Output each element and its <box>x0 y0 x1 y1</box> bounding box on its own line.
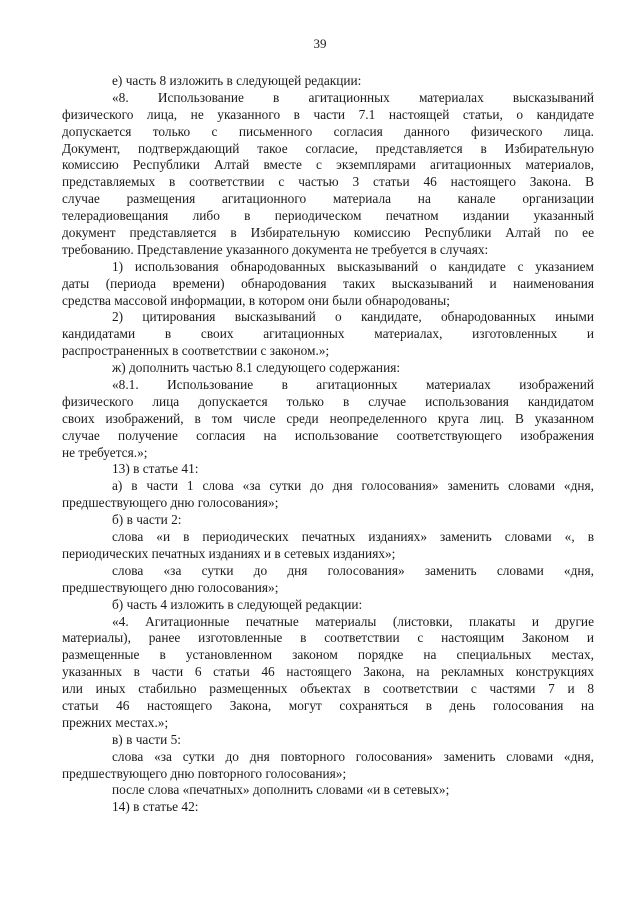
text-line: статьи 46 настоящего Закона, могут сохраняться в день голосования на <box>62 697 594 713</box>
text-line: представляемых в соответствии с частью 3 статьи 46 настоящего Закона. В <box>62 174 594 190</box>
text-line: б) в части 2: <box>112 512 182 528</box>
text-line: ж) дополнить частью 8.1 следующего содержания: <box>112 360 401 376</box>
text-line: слова «за сутки до дня повторного голосования» заменить словами «дня, <box>112 748 594 764</box>
text-line: комиссию Республики Алтай вместе с экземплярами агитационных материалов, <box>62 157 594 173</box>
text-line: физического лица допускается только в случае использования кандидатом <box>62 393 594 409</box>
text-line: слова «за сутки до дня голосования» заменить словами «дня, <box>112 562 594 578</box>
text-line: или иных стабильно размещенных объектах в соответствии с частями 7 и 8 <box>62 681 594 697</box>
document-body <box>62 73 594 816</box>
text-line: «8. Использование в агитационных материалах высказываний <box>112 89 594 105</box>
text-line: материалы), ранее изготовленные в соответствии с настоящим Законом и <box>62 630 594 646</box>
text-line: физического лица, не указанного в части 7.1 настоящей статьи, о кандидате <box>62 106 594 122</box>
text-line: а) в части 1 слова «за сутки до дня голосования» заменить словами «дня, <box>112 478 594 494</box>
text-line: предшествующего дню голосования»; <box>62 579 279 595</box>
text-line: своих изображений, в том числе среди неопределенного круга лиц. В указанном <box>62 410 594 426</box>
text-line: кандидатами в своих агитационных материалах, изготовленных и <box>62 326 594 342</box>
text-line: б) часть 4 изложить в следующей редакции: <box>112 596 363 612</box>
text-line: случае получение согласия на использование соответствующего изображения <box>62 427 594 443</box>
text-line: слова «и в периодических печатных изданиях» заменить словами «, в <box>112 529 594 545</box>
text-line: Документ, подтверждающий такое согласие, представляется в Избирательную <box>62 140 594 156</box>
text-line: даты (периода времени) обнародования таких высказываний и наименования <box>62 275 594 291</box>
text-line: 1) использования обнародованных высказываний о кандидате с указанием <box>112 258 594 274</box>
text-line: 14) в статье 42: <box>112 799 199 815</box>
text-line: предшествующего дню голосования»; <box>62 495 279 511</box>
text-line: случае размещения агитационного материала на канале организации <box>62 191 594 207</box>
text-line: после слова «печатных» дополнить словами «и в сетевых»; <box>112 782 450 798</box>
text-line: 13) в статье 41: <box>112 461 199 477</box>
text-line: 2) цитирования высказываний о кандидате, обнародованных иными <box>112 309 594 325</box>
text-line: предшествующего дню повторного голосования»; <box>62 765 347 781</box>
text-line: «4. Агитационные печатные материалы (листовки, плакаты и другие <box>112 613 594 629</box>
text-line: прежних местах.»; <box>62 714 169 730</box>
text-line: требованию. Представление указанного документа не требуется в случаях: <box>62 241 489 257</box>
text-line: средства массовой информации, в котором они были обнародованы; <box>62 292 450 308</box>
text-line: не требуется.»; <box>62 444 148 460</box>
text-line: периодических печатных изданиях и в сетевых изданиях»; <box>62 545 396 561</box>
text-line: размещенные в установленном законом порядке на специальных местах, <box>62 647 594 663</box>
text-line: распространенных в соответствии с законом.»; <box>62 343 330 359</box>
text-line: е) часть 8 изложить в следующей редакции: <box>112 73 362 88</box>
text-line: телерадиовещания либо в периодическом печатном издании указанный <box>62 208 594 224</box>
text-line: документ представляется в Избирательную комиссию Республики Алтай по ее <box>62 225 594 241</box>
page-number: 39 <box>313 36 327 51</box>
text-line: допускается только с письменного согласия данного физического лица. <box>62 123 594 139</box>
text-line: «8.1. Использование в агитационных материалах изображений <box>112 377 594 393</box>
text-line: указанных в части 6 статьи 46 настоящего Закона, на рекламных конструкциях <box>62 664 594 680</box>
text-line: в) в части 5: <box>112 731 181 747</box>
